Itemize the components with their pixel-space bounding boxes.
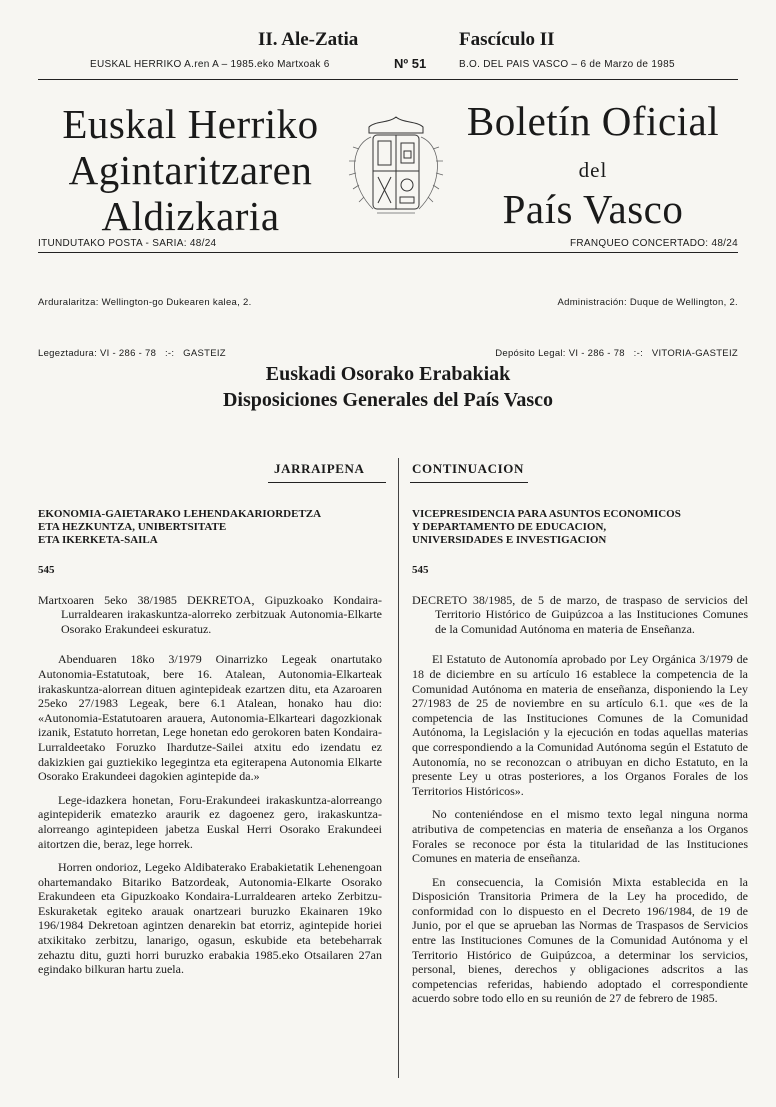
part-label-eu: II. Ale-Zatia <box>258 29 359 50</box>
department-eu <box>38 508 382 547</box>
masthead-title-eu-line3: Aldizkaria <box>101 193 280 239</box>
masthead-title-eu <box>38 101 343 239</box>
admin-deposit-eu: Legeztadura: VI - 286 - 78 :-: GASTEIZ <box>38 348 226 359</box>
section-title-es: Disposiciones Generales del País Vasco <box>222 389 553 411</box>
section-title-eu: Euskadi Osorako Erabakiak <box>265 363 511 385</box>
header-rule <box>38 79 738 80</box>
continued-caption-eu: JARRAIPENA <box>274 461 365 476</box>
admin-info-eu <box>38 260 252 379</box>
issue-number: Nº 51 <box>394 56 427 71</box>
decree-title-es <box>412 593 748 637</box>
part-label-es: Fascículo II <box>459 29 555 50</box>
admin-address-es: Administración: Duque de Wellington, 2. <box>557 297 738 308</box>
postage-es: FRANQUEO CONCERTADO: 48/24 <box>569 238 738 249</box>
issue-date-es: B.O. DEL PAIS VASCO – 6 de Marzo de 1985 <box>459 59 675 70</box>
paragraph-es-1: El Estatuto de Autonomía aprobado por Ley Orgánica 3/1979 de 18 de diciembre en su artículo 16 establece la competencia de la Comunidad Autónoma en materia de enseñanza, disponiendo la Ley 27/1983 de 25 de noviembre en su artículo 6.1. que «es de la competencia de las Instituciones Comunes de la Comunidad Autónoma, la Legislación y la ejecución en todas aquellas materias que correspondiendo a la Comunidad Autónoma según el Estatuto de Autonomía, no se reconozcan o atribuyan en dicho Estatuto, en la presente Ley u otras posteriores, a los Organos Forales de los Territorios Históricos». <box>412 652 748 798</box>
masthead-title-es-1: Boletín Oficial <box>466 98 720 144</box>
continued-caption-es: CONTINUACION <box>412 461 524 476</box>
masthead-title-es-2: del <box>578 158 608 182</box>
masthead-title-eu-line1: Euskal Herriko <box>62 101 319 147</box>
masthead-rule <box>38 252 738 253</box>
department-es-line1: VICEPRESIDENCIA PARA ASUNTOS ECONOMICOS <box>412 508 681 520</box>
department-eu-line1: EKONOMIA-GAIETARAKO LEHENDAKARIORDETZA <box>38 508 322 520</box>
admin-info-es <box>418 260 738 379</box>
admin-address-eu: Arduralaritza: Wellington-go Dukearen kalea, 2. <box>38 297 252 308</box>
issue-date-eu: EUSKAL HERRIKO A.ren A – 1985.eko Martxoak 6 <box>90 59 330 70</box>
paragraph-eu-3: Horren ondorioz, Legeko Aldibaterako Erabakietatik Lehenengoan ohartemandako Bitariko Batzordeak, Autonomia-Elkarte Osorako Erakundeen eta Gipuzkoako Kondaira-Lurraldearen arteko Zerbitzu-Eskuraketak egiteko arauak onartzeari buruzko Ekainaren 19ko 196/1984 Dekretoan agintzen denarekin bat etorriz, agintepide horiei atxikitako zerbitzu, lanarigo, ogasun, eskubide eta betebeharrak zehaztu ditu, guzti horri buruzko erabakia 1985.eko Otsailaren 27an egindako bilkuran hartu zuela. <box>38 860 382 977</box>
right-caption-rule <box>410 482 528 483</box>
masthead-title-eu-line2: Agintaritzaren <box>68 147 313 193</box>
postage-eu: ITUNDUTAKO POSTA - SARIA: 48/24 <box>38 238 217 249</box>
decree-title-es-text: DECRETO 38/1985, de 5 de marzo, de traspaso de servicios del Territorio Histórico de Guipúzcoa a las Instituciones Comunes de la Comunidad Autónoma en materia de Enseñanza. <box>412 592 748 636</box>
department-es-line2: Y DEPARTAMENTO DE EDUCACION, <box>412 521 607 533</box>
paragraph-eu-1: Abenduaren 18ko 3/1979 Oinarrizko Legeak onartutako Autonomia-Estatutoak, bere 16. Atalean, Autonomia-Elkarteak irakaskuntza-alorrean dituen agintepideak ezartzen ditu, eta Azaroaren 25eko 27/1983 Legeak, bere 6.1 Atalean, honako hau dio: «Autonomia-Estatutoaren arauera, Autonomia-Elkarteari dagozkionak izanik, Estatuto horretan, Lege honetan edo gerokoren baten Kondaira-Lurraldeetako Foruzko Ihardutze-Sailei atxitu edo izendatu ez dakizkien gai guztiekiko legegintza eta egiterapena Autonomia Elkarte Osorako Erakundeei dagokien agintepide da.» <box>38 652 382 784</box>
paragraph-es-2: No conteniéndose en el mismo texto legal ninguna norma atributiva de competencias en materia de enseñanza a los Organos Forales se reconoce por ésta la titularidad de las Instituciones Comunes en materia de enseñanza. <box>412 807 748 866</box>
column-divider <box>398 458 399 1078</box>
department-es <box>412 508 748 547</box>
department-eu-line3: ETA IKERKETA-SAILA <box>38 534 158 546</box>
masthead-title-es-3: País Vasco <box>502 186 684 232</box>
admin-deposit-es: Depósito Legal: VI - 286 - 78 :-: VITORIA-GASTEIZ <box>495 348 738 359</box>
coat-of-arms-emblem <box>343 113 449 221</box>
decree-number-eu: 545 <box>38 564 55 576</box>
left-caption-rule <box>268 482 386 483</box>
paragraph-es-3: En consecuencia, la Comisión Mixta establecida en la Disposición Transitoria Primera de la Ley ha procedido, de conformidad con lo dispuesto en el Decreto 196/1984, de 19 de Junio, por el que se aprueban las Normas de Traspasos de Servicios entre las Instituciones Comunes de la Comunidad Autónoma y el Territorio Histórico de Guipúzcoa, a determinar los servicios, personal, bienes, derechos y obligaciones adscritos a las competencias referidas, habiendo adoptado el correspondiente acuerdo sobre todo ello en su reunión de 27 de febrero de 1985. <box>412 874 748 1006</box>
decree-number-es: 545 <box>412 564 429 576</box>
right-column <box>412 508 748 1015</box>
paragraph-eu-2: Lege-idazkera honetan, Foru-Erakundeei irakaskuntza-alorreango agintepiderik ematezko araurik ez dagoenez gero, irakaskuntza-alorreango agintepideen jabetza Euskal Herri Osorako Erakundeei aitortzen die, beraz, lege horrek. <box>38 792 382 851</box>
department-eu-line2: ETA HEZKUNTZA, UNIBERTSITATE <box>38 521 227 533</box>
department-es-line3: UNIVERSIDADES E INVESTIGACION <box>412 534 607 546</box>
decree-title-eu-text: Martxoaren 5eko 38/1985 DEKRETOA, Gipuzkoako Kondaira-Lurraldearen irakaskuntza-alorreko zerbitzuak Autonomia-Elkarte Osorako Erakundeei eskuratuz. <box>38 592 382 636</box>
decree-title-eu <box>38 593 382 637</box>
left-column <box>38 508 382 986</box>
